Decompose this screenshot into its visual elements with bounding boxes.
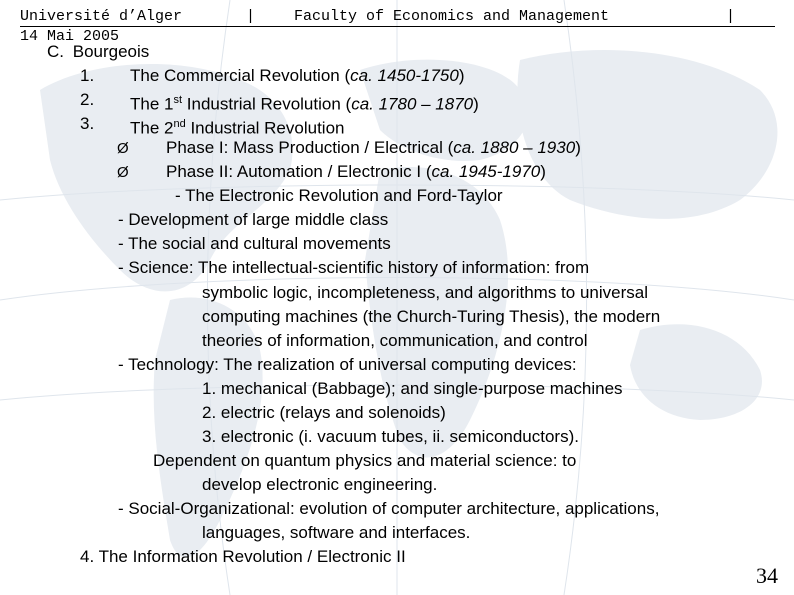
arrow-bullet-icon: Ø [117, 164, 129, 181]
continuation-line: 2. electric (relays and solenoids) [202, 403, 446, 422]
item-text: The Commercial Revolution (ca. 1450-1750) [130, 66, 465, 85]
continuation-line: theories of information, communication, and control [202, 331, 588, 350]
section-label: C. [47, 42, 64, 61]
continuation-line: computing machines (the Church-Turing Thesis), the modern [202, 307, 661, 326]
bullet-line: - The social and cultural movements [118, 234, 391, 253]
continuation-line: Dependent on quantum physics and material science: to [153, 451, 577, 470]
item-number: 1. [80, 66, 95, 85]
arrow-bullet-icon: Ø [117, 140, 129, 157]
bullet-line: - Technology: The realization of universal computing devices: [118, 355, 577, 374]
outline-item-4: 4. The Information Revolution / Electronic II [80, 547, 406, 566]
bullet-line: - Science: The intellectual-scientific history of information: from [118, 258, 590, 277]
phase-2-text: Phase II: Automation / Electronic I (ca. 1945-1970) [166, 162, 546, 181]
phase-2-subline: - The Electronic Revolution and Ford-Taylor [175, 186, 503, 205]
header-bar [20, 8, 775, 27]
item-text: The 1st Industrial Revolution (ca. 1780 – 1870) [130, 94, 479, 114]
section-title: Bourgeois [72, 42, 150, 61]
section-c-heading [47, 42, 149, 62]
phase-1-text: Phase I: Mass Production / Electrical (ca. 1880 – 1930) [166, 138, 581, 157]
institution-name: Université d’Alger [20, 8, 183, 25]
bullet-line: - Development of large middle class [118, 210, 389, 229]
item-number: 2. [80, 90, 95, 109]
continuation-line: 1. mechanical (Babbage); and single-purpose machines [202, 379, 623, 398]
item-text: The 2nd Industrial Revolution [130, 118, 345, 138]
outline-item-3 [80, 114, 345, 138]
outline-item-1 [80, 66, 465, 86]
header-date: 14 Mai 2005 [20, 28, 120, 45]
outline-item-2 [80, 90, 479, 114]
item-number: 3. [80, 114, 95, 133]
header-separator: | [246, 8, 256, 25]
faculty-name: Faculty of Economics and Management [294, 8, 610, 25]
continuation-line: symbolic logic, incompleteness, and algorithms to universal [202, 283, 648, 302]
bullet-line: - Social-Organizational: evolution of computer architecture, applications, [118, 499, 660, 518]
continuation-line: develop electronic engineering. [202, 475, 438, 494]
page-number: 34 [756, 563, 778, 588]
continuation-line: languages, software and interfaces. [202, 523, 471, 542]
continuation-line: 3. electronic (i. vacuum tubes, ii. semiconductors). [202, 427, 579, 446]
header-separator: | [726, 8, 736, 25]
